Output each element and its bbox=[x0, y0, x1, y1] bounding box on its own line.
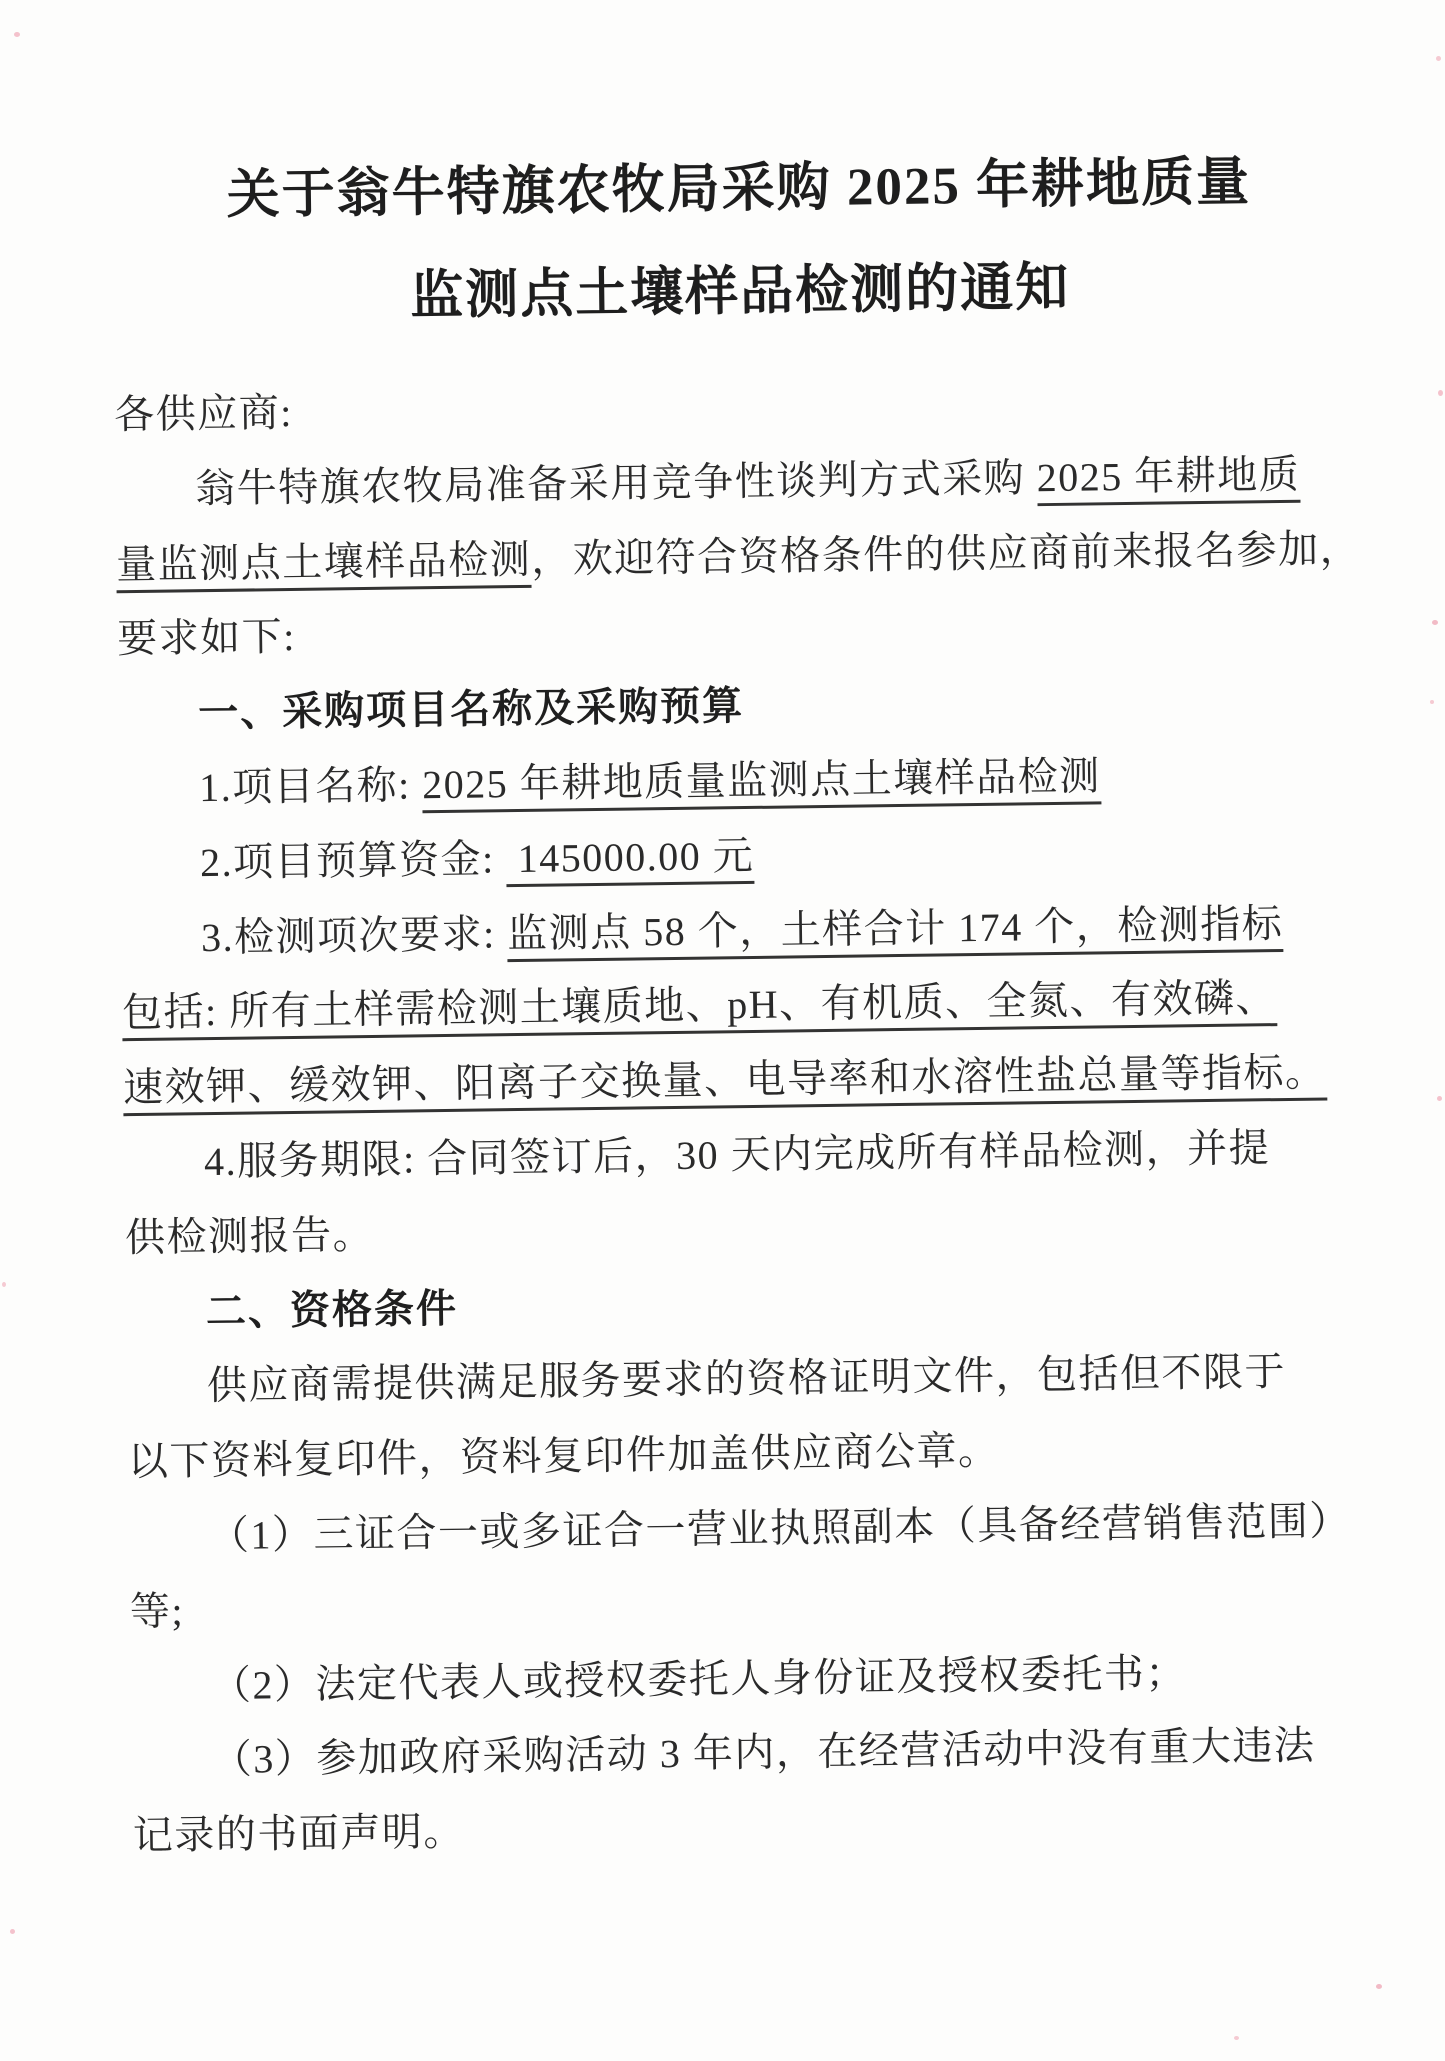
document-content bbox=[111, 130, 1389, 1874]
text-segment: 翁牛特旗农牧局准备采用竞争性谈判方式采购 bbox=[194, 454, 1037, 512]
text-segment: 记录的书面声明。 bbox=[132, 1808, 466, 1859]
qualification-item-3-line-2 bbox=[132, 1783, 1388, 1874]
scan-speck bbox=[2, 1282, 6, 1287]
text-segment: ，欢迎符合资格条件的供应商前来报名参加， bbox=[530, 525, 1362, 582]
text-segment: 3.检测项次要求: bbox=[200, 910, 508, 960]
scan-speck bbox=[1376, 1984, 1382, 1989]
underlined-segment: 2025 年耕地质 bbox=[1036, 452, 1300, 506]
text-segment: （3）参加政府采购活动 3 年内，在经营活动中没有重大违法 bbox=[211, 1723, 1316, 1783]
scan-speck bbox=[1437, 1096, 1442, 1101]
title-line-1: 关于翁牛特旗农牧局采购 2025 年耕地质量 bbox=[226, 153, 1252, 225]
text-segment: （1）三证合一或多证合一营业执照副本（具备经营销售范围） bbox=[208, 1498, 1352, 1559]
text-segment: 4.服务期限: 合同签订后，30 天内完成所有样品检测，并提 bbox=[203, 1125, 1271, 1185]
scan-speck bbox=[1432, 620, 1438, 625]
underlined-segment: 量监测点土壤样品检测 bbox=[116, 536, 532, 592]
text-segment: 2.项目预算资金: bbox=[199, 835, 507, 885]
scan-speck bbox=[14, 32, 20, 37]
text-segment: 等; bbox=[129, 1588, 185, 1634]
text-segment: 各供应商: bbox=[113, 389, 294, 438]
scan-speck bbox=[1234, 2036, 1239, 2040]
scan-speck bbox=[10, 1929, 15, 1934]
heading-text: 一、采购项目名称及采购预算 bbox=[197, 683, 745, 736]
document-title bbox=[111, 130, 1369, 352]
text-segment: 供应商需提供满足服务要求的资格证明文件，包括但不限于 bbox=[206, 1349, 1287, 1409]
underlined-segment: 包括: 所有土样需检测土壤质地、pH、有机质、全氮、有效磷、 bbox=[122, 975, 1278, 1041]
text-segment: 要求如下: bbox=[116, 614, 297, 662]
underlined-segment: 145000.00 元 bbox=[506, 833, 755, 887]
underlined-segment: 监测点 58 个，土样合计 174 个，检测指标 bbox=[507, 901, 1284, 962]
scan-speck bbox=[1430, 700, 1434, 704]
scan-speck bbox=[1438, 390, 1443, 396]
text-segment: 供检测报告。 bbox=[124, 1211, 375, 1260]
title-line-2: 监测点土壤样品检测的通知 bbox=[409, 258, 1071, 326]
underlined-segment: 速效钾、缓效钾、阳离子交换量、电导率和水溶性盐总量等指标。 bbox=[123, 1050, 1327, 1117]
text-segment: （2）法定代表人或授权委托人身份证及授权委托书； bbox=[210, 1649, 1188, 1708]
scan-speck bbox=[1436, 56, 1441, 61]
heading-text: 二、资格条件 bbox=[205, 1285, 459, 1334]
text-segment: 1.项目名称: bbox=[198, 762, 423, 811]
text-segment: 以下资料复印件，资料复印件加盖供应商公章。 bbox=[127, 1427, 1000, 1485]
underlined-segment: 2025 年耕地质量监测点土壤样品检测 bbox=[422, 753, 1101, 813]
